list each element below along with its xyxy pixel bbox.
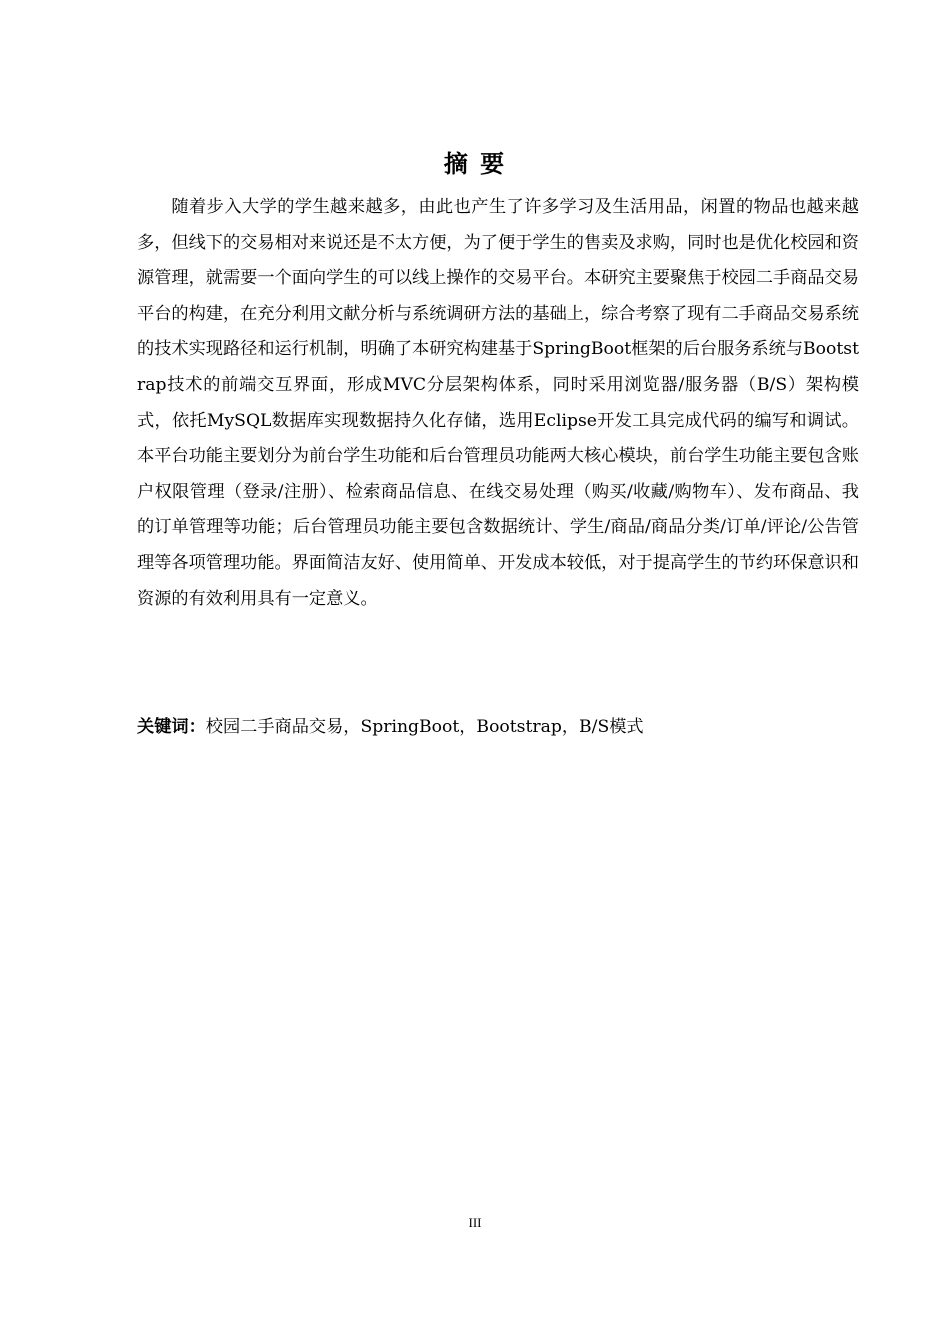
abstract-title: 摘 要 <box>443 150 507 178</box>
page-number: III <box>468 1215 482 1230</box>
keywords-line <box>137 710 859 745</box>
keywords-text: 校园二手商品交易，SpringBoot，Bootstrap，B/S模式 <box>205 717 644 737</box>
abstract-paragraph: 随着步入大学的学生越来越多，由此也产生了许多学习及生活用品，闲置的物品也越来越多，但线下的交易相对来说还是不太方便，为了便于学生的售卖及求购，同时也是优化校园和资源管理，就需要一个面向学生的可以线上操作的交易平台。本研究主要聚焦于校园二手商品交易平台的构建，在充分利用文献分析与系统调研方法的基础上，综合考察了现有二手商品交易系统的技术实现路径和运行机制，明确了本研究构建基于SpringBoot框架的后台服务系统与Bootstrap技术的前端交互界面，形成MVC分层架构体系，同时采用浏览器/服务器（B/S）架构模式，依托MySQL数据库实现数据持久化存储，选用Eclipse开发工具完成代码的编写和调试。本平台功能主要划分为前台学生功能和后台管理员功能两大核心模块，前台学生功能主要包含账户权限管理（登录/注册）、检索商品信息、在线交易处理（购买/收藏/购物车）、发布商品、我的订单管理等功能；后台管理员功能主要包含数据统计、学生/商品/商品分类/订单/评论/公告管理等各项管理功能。界面简洁友好、使用简单、开发成本较低，对于提高学生的节约环保意识和资源的有效利用具有一定意义。 <box>137 197 859 609</box>
keywords-label: 关键词： <box>137 717 206 737</box>
